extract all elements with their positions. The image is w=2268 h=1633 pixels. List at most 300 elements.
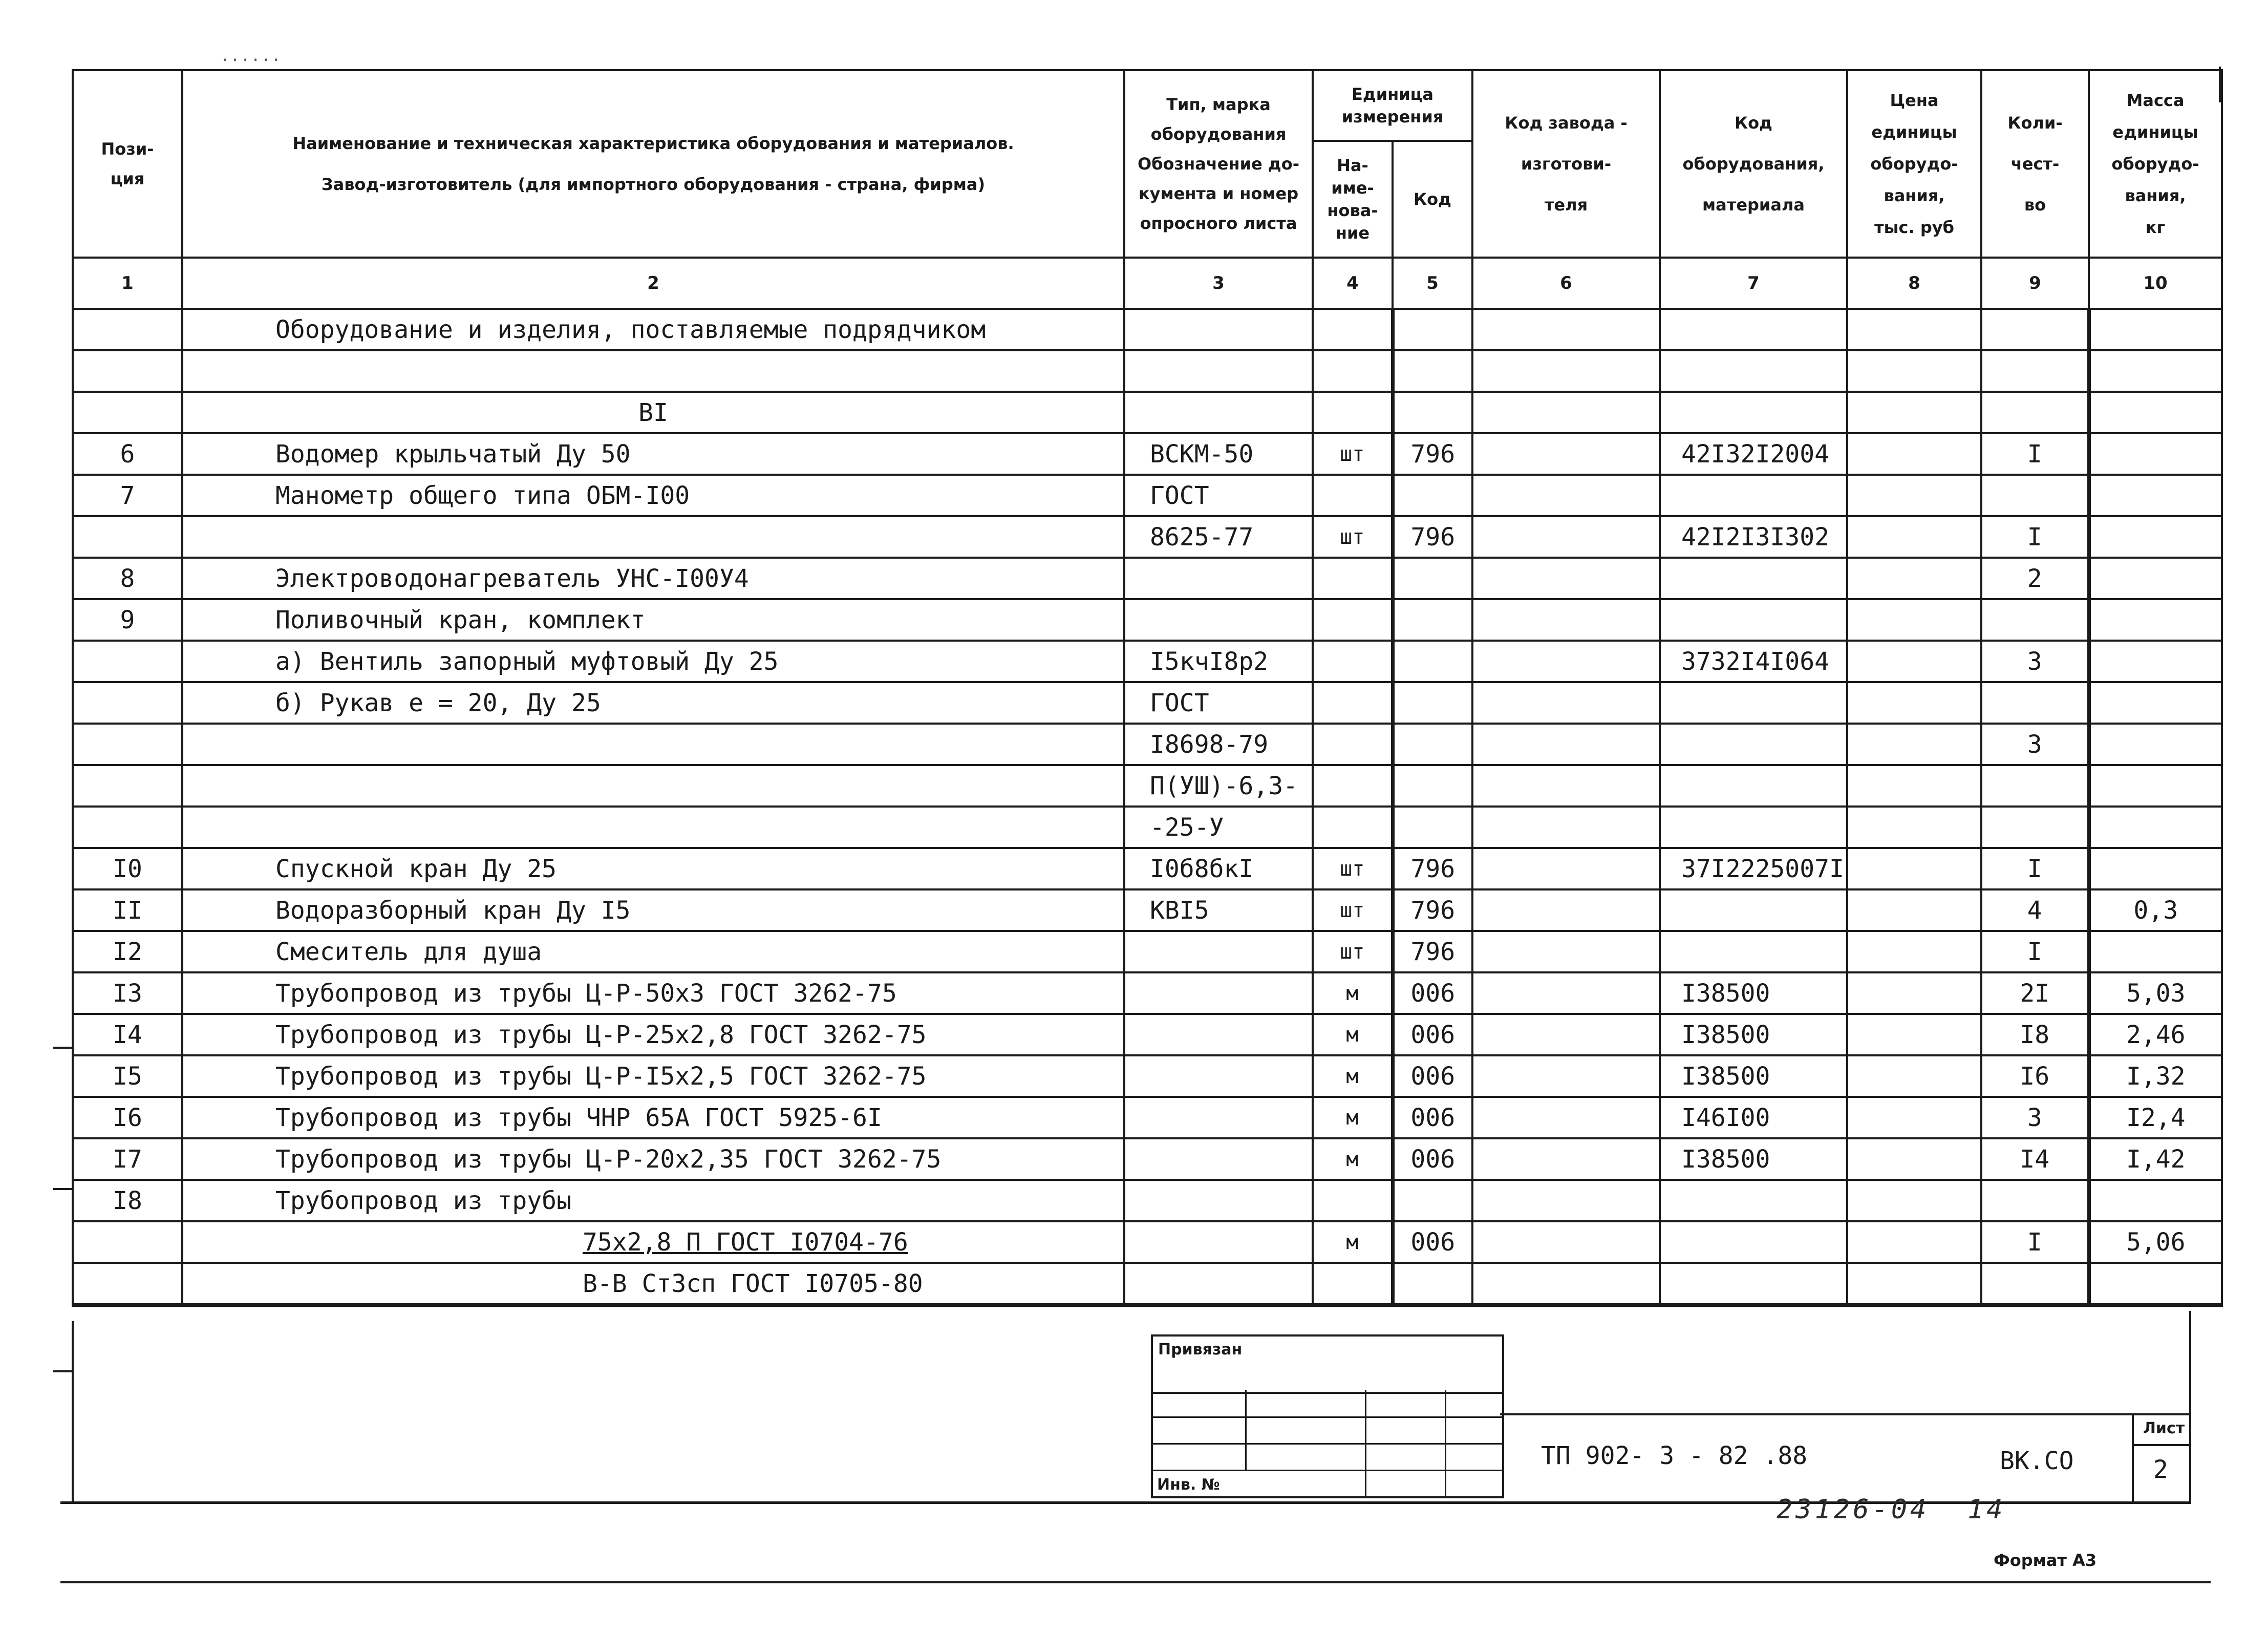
factory-code-cell xyxy=(1472,309,1660,350)
type-cell xyxy=(1124,1138,1313,1180)
name-text: Спускной кран Ду 25 xyxy=(275,854,557,883)
position-cell: I8 xyxy=(73,1180,182,1221)
position-cell: I6 xyxy=(73,1097,182,1138)
unit-name-cell xyxy=(1313,807,1393,848)
type-cell: ГОСТ xyxy=(1124,475,1313,516)
mass-cell: I,42 xyxy=(2089,1138,2222,1180)
name-cell xyxy=(182,1180,1124,1221)
quantity-cell xyxy=(1981,807,2089,848)
unit-code-cell: 796 xyxy=(1393,889,1472,931)
name-cell xyxy=(182,724,1124,765)
column-number: 1 xyxy=(73,258,182,309)
margin-tick xyxy=(53,1370,74,1372)
mass-cell xyxy=(2089,931,2222,972)
material-code-cell: I38500 xyxy=(1660,972,1847,1014)
position-cell: 8 xyxy=(73,558,182,599)
unit-name-cell: шт xyxy=(1313,889,1393,931)
page-bottom-line xyxy=(60,1581,2211,1583)
factory-code-cell xyxy=(1472,931,1660,972)
quantity-cell: I xyxy=(1981,848,2089,889)
type-cell: ВСКМ-50 xyxy=(1124,433,1313,475)
price-cell xyxy=(1847,765,1981,807)
position-cell xyxy=(73,1263,182,1305)
header-mass: Масса единицы оборудо- вания, кг xyxy=(2089,70,2222,258)
name-cell xyxy=(182,641,1124,682)
binding-grid xyxy=(1151,1390,1504,1498)
mass-cell xyxy=(2089,558,2222,599)
material-code-cell xyxy=(1660,1263,1847,1305)
header-quantity: Коли- чест- во xyxy=(1981,70,2089,258)
mass-cell xyxy=(2089,848,2222,889)
column-number: 6 xyxy=(1472,258,1660,309)
quantity-cell: 2I xyxy=(1981,972,2089,1014)
position-cell xyxy=(73,682,182,724)
factory-code-cell xyxy=(1472,889,1660,931)
type-cell: -25-У xyxy=(1124,807,1313,848)
material-code-cell xyxy=(1660,931,1847,972)
name-cell xyxy=(182,848,1124,889)
quantity-cell: I4 xyxy=(1981,1138,2089,1180)
table-row xyxy=(73,516,2222,558)
name-text: BI xyxy=(638,398,668,427)
unit-code-cell: 006 xyxy=(1393,1097,1472,1138)
table-row xyxy=(73,1263,2222,1305)
price-cell xyxy=(1847,641,1981,682)
grid-line xyxy=(1445,1390,1446,1496)
mass-cell xyxy=(2089,807,2222,848)
position-cell: I2 xyxy=(73,931,182,972)
mass-cell xyxy=(2089,1180,2222,1221)
table-row xyxy=(73,848,2222,889)
unit-name-cell xyxy=(1313,558,1393,599)
name-cell xyxy=(182,682,1124,724)
position-cell: 9 xyxy=(73,599,182,641)
factory-code-cell xyxy=(1472,392,1660,433)
name-cell xyxy=(182,1014,1124,1055)
material-code-cell xyxy=(1660,807,1847,848)
price-cell xyxy=(1847,848,1981,889)
margin-tick xyxy=(53,1188,74,1190)
factory-code-cell xyxy=(1472,724,1660,765)
mass-cell: 0,3 xyxy=(2089,889,2222,931)
quantity-cell xyxy=(1981,765,2089,807)
document-code: ТП 902- 3 - 82 .88 xyxy=(1541,1441,1808,1470)
mass-cell xyxy=(2089,724,2222,765)
position-cell: I4 xyxy=(73,1014,182,1055)
unit-code-cell: 006 xyxy=(1393,1055,1472,1097)
unit-code-cell xyxy=(1393,475,1472,516)
header-price: Цена единицы оборудо- вания, тыс. руб xyxy=(1847,70,1981,258)
table-row xyxy=(73,1138,2222,1180)
grid-line xyxy=(1245,1390,1247,1470)
unit-name-cell xyxy=(1313,641,1393,682)
position-cell xyxy=(73,1221,182,1263)
price-cell xyxy=(1847,1180,1981,1221)
sheet-number: 2 xyxy=(2153,1455,2168,1484)
table-row xyxy=(73,1180,2222,1221)
material-code-cell xyxy=(1660,724,1847,765)
quantity-cell: I xyxy=(1981,516,2089,558)
table-row xyxy=(73,1014,2222,1055)
type-cell xyxy=(1124,1221,1313,1263)
column-number: 9 xyxy=(1981,258,2089,309)
top-mark: ...... xyxy=(220,47,282,65)
name-text: Манометр общего типа ОБМ-I00 xyxy=(275,481,690,510)
unit-name-cell xyxy=(1313,350,1393,392)
name-text: Трубопровод из трубы Ц-Р-25х2,8 ГОСТ 3262-75 xyxy=(275,1020,927,1049)
binding-label: Привязан xyxy=(1158,1341,1243,1359)
price-cell xyxy=(1847,931,1981,972)
frame-left xyxy=(72,1321,74,1503)
table-row xyxy=(73,931,2222,972)
factory-code-cell xyxy=(1472,558,1660,599)
material-code-cell xyxy=(1660,558,1847,599)
factory-code-cell xyxy=(1472,1097,1660,1138)
factory-code-cell xyxy=(1472,433,1660,475)
unit-name-cell: м xyxy=(1313,1055,1393,1097)
name-text: Трубопровод из трубы xyxy=(275,1186,571,1215)
name-cell xyxy=(182,392,1124,433)
column-number: 8 xyxy=(1847,258,1981,309)
mass-cell xyxy=(2089,641,2222,682)
type-cell xyxy=(1124,1097,1313,1138)
name-text: Трубопровод из трубы Ц-Р-20х2,35 ГОСТ 3262-75 xyxy=(275,1144,942,1174)
table-row xyxy=(73,765,2222,807)
name-cell xyxy=(182,1097,1124,1138)
header-unit-code: Код xyxy=(1393,141,1472,258)
price-cell xyxy=(1847,433,1981,475)
price-cell xyxy=(1847,392,1981,433)
mass-cell: 5,03 xyxy=(2089,972,2222,1014)
mass-cell: 2,46 xyxy=(2089,1014,2222,1055)
position-cell: 7 xyxy=(73,475,182,516)
unit-code-cell xyxy=(1393,309,1472,350)
quantity-cell: I xyxy=(1981,931,2089,972)
mass-cell xyxy=(2089,516,2222,558)
factory-code-cell xyxy=(1472,641,1660,682)
table-row xyxy=(73,889,2222,931)
grid-line xyxy=(1365,1390,1366,1496)
type-cell: П(УШ)-6,3- xyxy=(1124,765,1313,807)
unit-code-cell xyxy=(1393,1180,1472,1221)
table-row xyxy=(73,641,2222,682)
unit-name-cell xyxy=(1313,724,1393,765)
material-code-cell: 42I2I3I302 xyxy=(1660,516,1847,558)
position-cell: I3 xyxy=(73,972,182,1014)
factory-code-cell xyxy=(1472,848,1660,889)
mass-cell: I2,4 xyxy=(2089,1097,2222,1138)
name-text: б) Рукав е = 20, Ду 25 xyxy=(275,688,601,717)
type-cell: I0б8бкI xyxy=(1124,848,1313,889)
mass-cell xyxy=(2089,599,2222,641)
type-cell xyxy=(1124,931,1313,972)
name-cell xyxy=(182,1263,1124,1305)
type-cell xyxy=(1124,1263,1313,1305)
unit-name-cell xyxy=(1313,599,1393,641)
frame-right-top xyxy=(2219,67,2221,102)
unit-code-cell xyxy=(1393,392,1472,433)
table-row xyxy=(73,392,2222,433)
material-code-cell xyxy=(1660,1221,1847,1263)
archive-number: 23126-04 14 xyxy=(1777,1494,2006,1525)
type-cell xyxy=(1124,309,1313,350)
material-code-cell: 37I2225007I xyxy=(1660,848,1847,889)
column-number: 7 xyxy=(1660,258,1847,309)
name-cell xyxy=(182,350,1124,392)
grid-line xyxy=(1153,1443,1502,1445)
column-number: 10 xyxy=(2089,258,2222,309)
header-material-code: Код оборудования, материала xyxy=(1660,70,1847,258)
unit-name-cell xyxy=(1313,392,1393,433)
material-code-cell xyxy=(1660,889,1847,931)
factory-code-cell xyxy=(1472,1138,1660,1180)
position-cell xyxy=(73,724,182,765)
table-row xyxy=(73,972,2222,1014)
name-text: Поливочный кран, комплект xyxy=(275,605,646,634)
price-cell xyxy=(1847,309,1981,350)
material-code-cell: 42I32I2004 xyxy=(1660,433,1847,475)
table-row xyxy=(73,1221,2222,1263)
name-text: Электроводонагреватель УНС-I00У4 xyxy=(275,564,749,593)
unit-code-cell: 006 xyxy=(1393,1014,1472,1055)
mass-cell xyxy=(2089,350,2222,392)
type-cell: ГОСТ xyxy=(1124,682,1313,724)
table-row xyxy=(73,1055,2222,1097)
factory-code-cell xyxy=(1472,765,1660,807)
unit-name-cell xyxy=(1313,765,1393,807)
price-cell xyxy=(1847,1097,1981,1138)
price-cell xyxy=(1847,1014,1981,1055)
type-cell: I8698-79 xyxy=(1124,724,1313,765)
table-row xyxy=(73,309,2222,350)
name-cell xyxy=(182,433,1124,475)
sheet-divider xyxy=(2134,1444,2191,1446)
mass-cell xyxy=(2089,309,2222,350)
name-text: Смеситель для душа xyxy=(275,937,542,966)
title-block-top xyxy=(1500,1413,2191,1415)
paper-format: Формат А3 xyxy=(1994,1551,2097,1570)
table-row xyxy=(73,433,2222,475)
material-code-cell: 3732I4I064 xyxy=(1660,641,1847,682)
name-cell xyxy=(182,1055,1124,1097)
position-cell: II xyxy=(73,889,182,931)
unit-code-cell xyxy=(1393,641,1472,682)
mass-cell xyxy=(2089,433,2222,475)
factory-code-cell xyxy=(1472,972,1660,1014)
factory-code-cell xyxy=(1472,350,1660,392)
factory-code-cell xyxy=(1472,1263,1660,1305)
header-name-line1: Наименование и техническая характеристика оборудования и материалов. xyxy=(292,134,1014,153)
unit-name-cell: м xyxy=(1313,1097,1393,1138)
material-code-cell xyxy=(1660,392,1847,433)
position-cell xyxy=(73,516,182,558)
quantity-cell xyxy=(1981,599,2089,641)
unit-name-cell: м xyxy=(1313,1014,1393,1055)
price-cell xyxy=(1847,724,1981,765)
position-cell xyxy=(73,807,182,848)
table-row xyxy=(73,350,2222,392)
name-cell xyxy=(182,599,1124,641)
quantity-cell xyxy=(1981,475,2089,516)
name-cell xyxy=(182,475,1124,516)
unit-name-cell xyxy=(1313,475,1393,516)
price-cell xyxy=(1847,889,1981,931)
unit-name-cell xyxy=(1313,309,1393,350)
table-row xyxy=(73,558,2222,599)
factory-code-cell xyxy=(1472,599,1660,641)
material-code-cell xyxy=(1660,475,1847,516)
binding-stamp xyxy=(1151,1334,1504,1394)
unit-name-cell: шт xyxy=(1313,848,1393,889)
unit-name-cell: м xyxy=(1313,1221,1393,1263)
quantity-cell: 3 xyxy=(1981,1097,2089,1138)
unit-name-cell: шт xyxy=(1313,433,1393,475)
column-number-row xyxy=(73,258,2222,309)
price-cell xyxy=(1847,350,1981,392)
price-cell xyxy=(1847,475,1981,516)
inventory-label: Инв. № xyxy=(1157,1476,1220,1494)
type-cell xyxy=(1124,1014,1313,1055)
type-cell: I5кчI8р2 xyxy=(1124,641,1313,682)
column-number: 4 xyxy=(1313,258,1393,309)
header-unit-name: На- име- нова- ние xyxy=(1313,141,1393,258)
price-cell xyxy=(1847,516,1981,558)
table-row xyxy=(73,807,2222,848)
name-text: Водомер крыльчатый Ду 50 xyxy=(275,439,631,469)
name-cell xyxy=(182,1221,1124,1263)
unit-name-cell: шт xyxy=(1313,931,1393,972)
material-code-cell xyxy=(1660,1180,1847,1221)
header-position: Пози- ция xyxy=(73,70,182,258)
sheet-box xyxy=(2132,1415,2191,1501)
quantity-cell: 2 xyxy=(1981,558,2089,599)
name-cell xyxy=(182,558,1124,599)
quantity-cell: 3 xyxy=(1981,724,2089,765)
name-text: а) Вентиль запорный муфтовый Ду 25 xyxy=(275,647,779,676)
price-cell xyxy=(1847,807,1981,848)
material-code-cell xyxy=(1660,350,1847,392)
material-code-cell xyxy=(1660,765,1847,807)
type-cell xyxy=(1124,972,1313,1014)
factory-code-cell xyxy=(1472,1180,1660,1221)
name-cell xyxy=(182,1138,1124,1180)
material-code-cell: I38500 xyxy=(1660,1138,1847,1180)
price-cell xyxy=(1847,1263,1981,1305)
material-code-cell xyxy=(1660,599,1847,641)
name-text: В-В Ст3сп ГОСТ I0705-80 xyxy=(583,1269,923,1298)
factory-code-cell xyxy=(1472,682,1660,724)
unit-code-cell: 796 xyxy=(1393,516,1472,558)
unit-name-cell xyxy=(1313,682,1393,724)
position-cell: I7 xyxy=(73,1138,182,1180)
mass-cell xyxy=(2089,765,2222,807)
header-type: Тип, марка оборудования Обозначение до- кумента и номер опросного листа xyxy=(1124,70,1313,258)
quantity-cell: 3 xyxy=(1981,641,2089,682)
material-code-cell: I38500 xyxy=(1660,1055,1847,1097)
type-cell xyxy=(1124,1180,1313,1221)
column-number: 5 xyxy=(1393,258,1472,309)
name-text: Трубопровод из трубы Ц-Р-I5х2,5 ГОСТ 3262-75 xyxy=(275,1062,927,1091)
name-text: Трубопровод из трубы ЧНР 65А ГОСТ 5925-6I xyxy=(275,1103,882,1132)
type-cell xyxy=(1124,1055,1313,1097)
factory-code-cell xyxy=(1472,1014,1660,1055)
name-cell xyxy=(182,889,1124,931)
material-code-cell xyxy=(1660,682,1847,724)
name-text: Водоразборный кран Ду I5 xyxy=(275,896,631,925)
unit-code-cell xyxy=(1393,350,1472,392)
price-cell xyxy=(1847,1055,1981,1097)
price-cell xyxy=(1847,1221,1981,1263)
header-factory-code: Код завода - изготови- теля xyxy=(1472,70,1660,258)
type-cell: КВI5 xyxy=(1124,889,1313,931)
type-cell xyxy=(1124,392,1313,433)
position-cell xyxy=(73,641,182,682)
position-cell xyxy=(73,392,182,433)
name-cell xyxy=(182,516,1124,558)
position-cell xyxy=(73,765,182,807)
mass-cell xyxy=(2089,682,2222,724)
type-cell: 8625-77 xyxy=(1124,516,1313,558)
unit-code-cell xyxy=(1393,765,1472,807)
quantity-cell xyxy=(1981,1180,2089,1221)
unit-code-cell: 006 xyxy=(1393,1138,1472,1180)
mass-cell: 5,06 xyxy=(2089,1221,2222,1263)
grid-line xyxy=(1153,1416,1502,1418)
unit-code-cell: 796 xyxy=(1393,848,1472,889)
table-row xyxy=(73,599,2222,641)
header-name-line2: Завод-изготовитель (для импортного оборудования - страна, фирма) xyxy=(321,175,986,194)
position-cell: I0 xyxy=(73,848,182,889)
unit-name-cell: м xyxy=(1313,972,1393,1014)
unit-code-cell xyxy=(1393,599,1472,641)
quantity-cell xyxy=(1981,392,2089,433)
position-cell xyxy=(73,309,182,350)
header-name xyxy=(182,70,1124,258)
factory-code-cell xyxy=(1472,475,1660,516)
unit-name-cell: м xyxy=(1313,1138,1393,1180)
quantity-cell xyxy=(1981,309,2089,350)
type-cell xyxy=(1124,558,1313,599)
unit-code-cell: 006 xyxy=(1393,1221,1472,1263)
unit-code-cell xyxy=(1393,558,1472,599)
unit-name-cell: шт xyxy=(1313,516,1393,558)
unit-name-cell xyxy=(1313,1180,1393,1221)
factory-code-cell xyxy=(1472,1221,1660,1263)
material-code-cell: I46I00 xyxy=(1660,1097,1847,1138)
price-cell xyxy=(1847,682,1981,724)
name-text: Трубопровод из трубы Ц-Р-50х3 ГОСТ 3262-75 xyxy=(275,979,897,1008)
unit-code-cell xyxy=(1393,807,1472,848)
mass-cell: I,32 xyxy=(2089,1055,2222,1097)
header-unit-group: Единица измерения xyxy=(1313,70,1472,141)
sheet-label: Лист xyxy=(2143,1419,2185,1437)
margin-tick xyxy=(53,1047,74,1049)
table-row xyxy=(73,682,2222,724)
price-cell xyxy=(1847,599,1981,641)
mass-cell xyxy=(2089,392,2222,433)
name-cell xyxy=(182,807,1124,848)
specification-table xyxy=(72,69,2223,1307)
unit-code-cell xyxy=(1393,1263,1472,1305)
name-cell xyxy=(182,765,1124,807)
type-cell xyxy=(1124,350,1313,392)
material-code-cell: I38500 xyxy=(1660,1014,1847,1055)
position-cell: 6 xyxy=(73,433,182,475)
table-body xyxy=(73,309,2222,1305)
quantity-cell xyxy=(1981,1263,2089,1305)
quantity-cell xyxy=(1981,682,2089,724)
material-code-cell xyxy=(1660,309,1847,350)
